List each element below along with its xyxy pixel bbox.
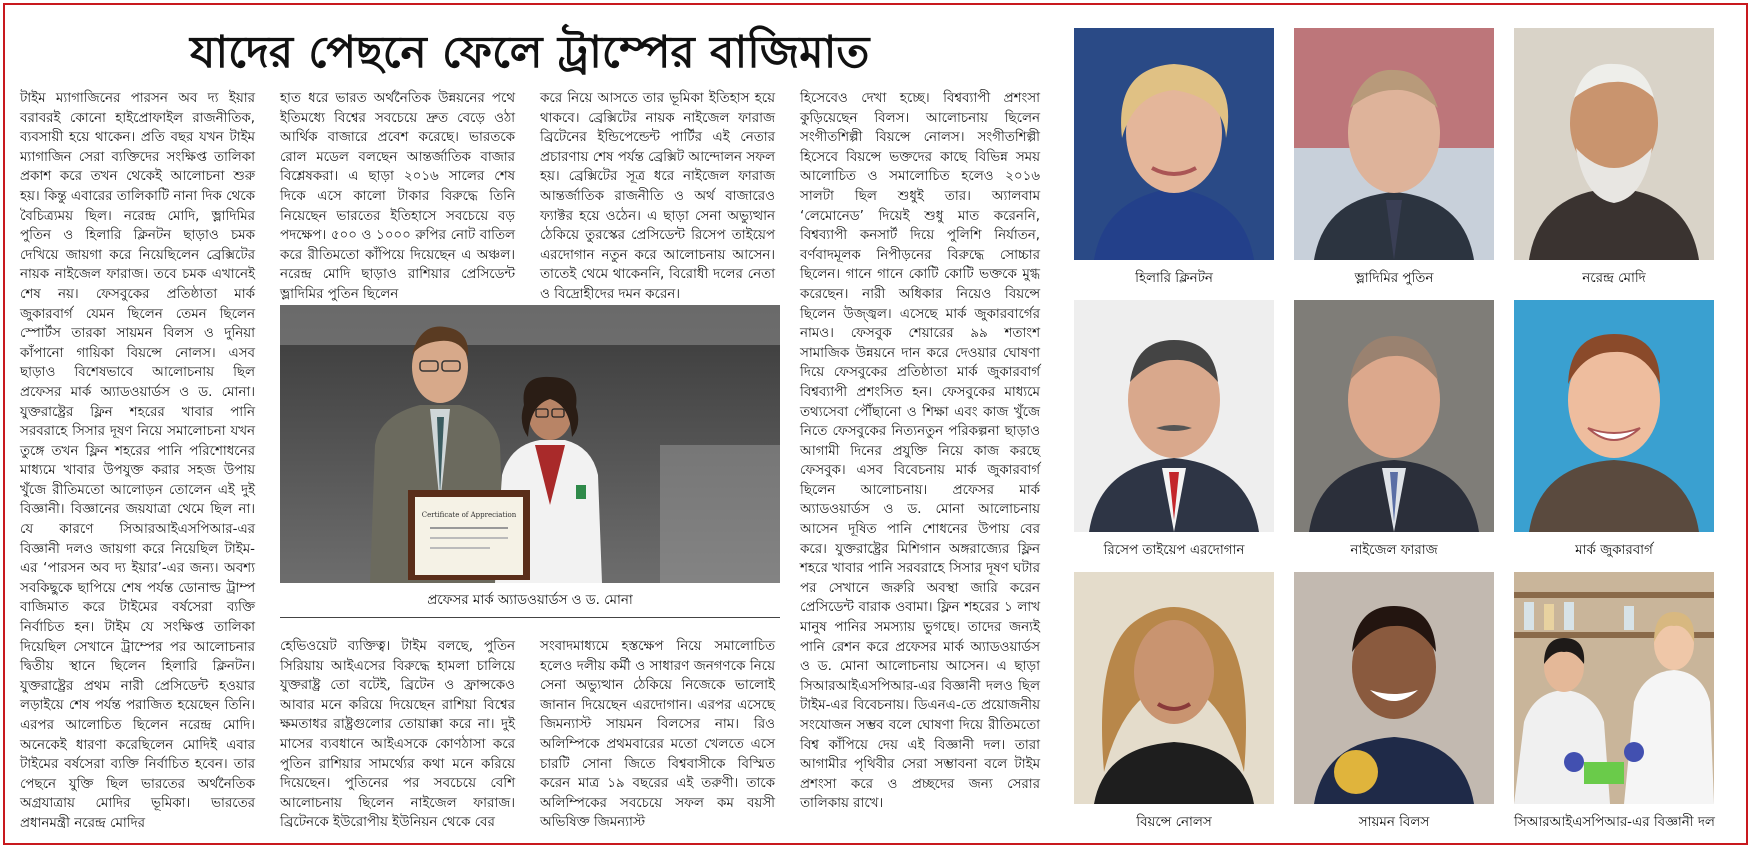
article-column-3-bottom: সংবাদমাধ্যমে হস্তক্ষেপ নিয়ে সমালোচিত হলেও দলীয় কর্মী ও সাধারণ জনগণকে নিয়ে সেনা অভ্যুত্থান ঠেকিয়ে নিজেকে ভালোই জানান দিয়েছেন এরদোগান। এরপর এসেছে জিমন্যাস্ট সায়মন বিলসের নাম। রিও অলিম্পিকে প্রথমবারের মতো খেলতে এসে চারটি সোনা জিতে বিশ্ববাসীকে বিস্মিত করেন মাত্র ১৯ বছরের এই তরুণী। তাকে অলিম্পিকের সবচেয়ে সফল কম বয়সী অভিষিক্ত জিমন্যাস্ট xyxy=(540,639,775,831)
portrait-vladimir-putin xyxy=(1294,28,1494,260)
main-photo xyxy=(280,305,780,583)
portrait-narendra-modi xyxy=(1514,28,1714,260)
article-column-1: টাইম ম্যাগাজিনের পারসন অব দ্য ইয়ার বরাবরই কোনো হাইপ্রোফাইল রাজনীতিক, ব্যবসায়ী হয়ে থাকেন। প্রতি বছর যখন টাইম ম্যাগাজিন সেরা ব্যক্তিদের সংক্ষিপ্ত তালিকা প্রকাশ করে তখন থেকেই আলোচনা শুরু হয়। কিন্তু এবারের তালিকাটি নানা দিক থেকে বৈচিত্র্যময় ছিল। নরেন্দ্র মোদি, ভ্লাদিমির পুতিন ও হিলারি ক্লিনটন ছাড়াও চমক দেখিয়ে জায়গা করে নিয়েছিলেন ব্রেক্সিটের নায়ক নাইজেল ফারাজ। তবে চমক এখানেই শেষ নয়। ফেসবুকের প্রতিষ্ঠাতা মার্ক জুকারবার্গ যেমন ছিলেন তেমন ছিলেন স্পোর্টস তারকা সায়মন বিলস ও দুনিয়া কাঁপানো গায়িকা বিয়ন্সে নোলস। এসব ছাড়াও বিশেষভাবে আলোচনায় ছিল প্রফেসর মার্ক অ্যাডওয়ার্ডস ও ড. মোনা। যুক্তরাষ্ট্রের ফ্লিন শহরের খাবার পানি সরবরাহে সিসার দূষণ নিয়ে সমালোচনা যখন তুঙ্গে তখন ফ্লিন শহরের পানি পরিশোধনের মাধ্যমে খাবার উপযুক্ত করার সহজ উপায় খুঁজে রীতিমতো আলোড়ন তোলেন এই দুই বিজ্ঞানী। বিজ্ঞানের জয়যাত্রা থেমে ছিল না। যে কারণে সিআরআইএসপিআর-এর বিজ্ঞানী দলও জায়গা করে নিয়েছিল টাইম-এর ‘পারসন অব দ্য ইয়ার’-এর জন্য। অবশ্য সবকিছুকে ছাপিয়ে শেষ পর্যন্ত ডোনাল্ড ট্রাম্প বাজিমাত করে টাইমের বর্ষসেরা ব্যক্তি নির্বাচিত হন। টাইম যে সংক্ষিপ্ত তালিকা দিয়েছিল সেখানে ট্রাম্পের পর আলোচনার দ্বিতীয় স্থানে ছিলেন হিলারি ক্লিনটন। যুক্তরাষ্ট্রের প্রথম নারী প্রেসিডেন্ট হওয়ার লড়াইয়ে শেষ পর্যন্ত পরাজিত হয়েছেন তিনি। এরপর আলোচিত ছিলেন নরেন্দ্র মোদি। অনেকেই ধারণা করেছিলেন মোদিই এবার টাইমের বর্ষসেরা ব্যক্তি নির্বাচিত হবেন। তার পেছনে যুক্তি ছিল ভারতের অর্থনৈতিক অগ্রযাত্রায় মোদির ভূমিকা। ভারতের প্রধানমন্ত্রী নরেন্দ্র মোদির xyxy=(20,91,255,831)
portrait-caption-farage: নাইজেল ফারাজ xyxy=(1350,543,1438,558)
article-column-2-bottom: হেভিওয়েট ব্যক্তিত্ব। টাইম বলছে, পুতিন সিরিয়ায় আইএসের বিরুদ্ধে হামলা চালিয়ে যুক্তরাষ্ট্র তো বটেই, ব্রিটেন ও ফ্রান্সকেও আবার মনে করিয়ে দিয়েছেন রাশিয়া বিশ্বের ক্ষমতাধর রাষ্ট্রগুলোর তোয়াক্কা করে না। দুই মাসের ব্যবধানে আইএসকে কোণঠাসা করে পুতিন রাশিয়ার সামর্থ্যের কথা মনে করিয়ে দিয়েছেন। পুতিনের পর সবচেয়ে বেশি আলোচনায় ছিলেন নাইজেল ফারাজ। ব্রিটেনকে ইউরোপীয় ইউনিয়ন থেকে বের xyxy=(280,639,515,831)
article-column-4: হিসেবেও দেখা হচ্ছে। বিশ্বব্যাপী প্রশংসা কুড়িয়েছেন বিলস। আলোচনায় ছিলেন সংগীতশিল্পী বিয়ন্সে নোলস। সংগীতশিল্পী হিসেবে বিয়ন্সে ভক্তদের কাছে বিভিন্ন সময় আলোচিত ও সমালোচিত হলেও ২০১৬ সালটা ছিল শুধুই তার। অ্যালবাম ‘লেমোনেড’ দিয়েই শুধু মাত করেননি, বিশ্বব্যাপী কনসার্ট দিয়ে পুলিশি নির্যাতন, বর্ণবাদমূলক নিপীড়নের বিরুদ্ধে সোচ্চার ছিলেন। গানে গানে কোটি কোটি ভক্তকে মুগ্ধ করেছেন। নারী অধিকার নিয়েও বিয়ন্সে ছিলেন উজ্জ্বল। এসেছে মার্ক জুকারবার্গের নামও। ফেসবুক শেয়ারের ৯৯ শতাংশ সামাজিক উন্নয়নে দান করে দেওয়ার ঘোষণা দিয়ে ফেসবুকের প্রতিষ্ঠাতা মার্ক জুকারবার্গ বিশ্বব্যাপী প্রশংসিত হন। ফেসবুকের মাধ্যমে তথ্যসেবা পৌঁছানো ও শিক্ষা এবং কাজ খুঁজে নিতে ফেসবুকের নিত্যনতুন পরিকল্পনা ছাড়াও আগামী দিনের প্রযুক্তি নিয়ে কাজ করছে ফেসবুক। এসব বিবেচনায় মার্ক জুকারবার্গ ছিলেন আলোচনায়। প্রফেসর মার্ক অ্যাডওয়ার্ডস ও ড. মোনা আলোচনায় আসেন দূষিত পানি শোধনের উপায় বের করে। যুক্তরাষ্ট্রের মিশিগান অঙ্গরাজ্যের ফ্লিন শহরে খাবার পানি সরবরাহে সিসার দূষণ ঘটার পর সেখানে জরুরি অবস্থা জারি করেন প্রেসিডেন্ট বারাক ওবামা। ফ্লিন শহরের ১ লাখ মানুষ পানির সমস্যায় ভুগছে। তাদের জন্যই পানি রেশন করে প্রফেসর মার্ক অ্যাডওয়ার্ডস ও ড. মোনা আলোচনায় আসেন। এ ছাড়া সিআরআইএসপিআর-এর বিজ্ঞানী দলও ছিল টাইম-এর বিবেচনায়। ডিএনএ-তে প্রয়োজনীয় সংযোজন সম্ভব বলে ঘোষণা দিয়ে রীতিমতো বিশ্ব কাঁপিয়ে দেয় এই বিজ্ঞানী দল। তারা আগামীর পৃথিবীর সেরা সম্ভাবনা বলে টাইম প্রশংসা করে ও প্রচ্ছদের জন্য সেরার তালিকায় রাখে। xyxy=(800,91,1040,812)
portrait-caption-modi: নরেন্দ্র মোদি xyxy=(1582,271,1646,286)
portrait-caption-hillary: হিলারি ক্লিনটন xyxy=(1135,271,1213,286)
portrait-caption-beyonce: বিয়ন্সে নোলস xyxy=(1136,815,1212,830)
portrait-mark-zuckerberg xyxy=(1514,300,1714,532)
certificate xyxy=(408,490,530,580)
portrait-caption-crispr: সিআরআইএসপিআর-এর বিজ্ঞানী দল xyxy=(1514,815,1715,830)
article-column-2: হাত ধরে ভারত অর্থনৈতিক উন্নয়নের পথে ইতিমধ্যে বিশ্বের সবচেয়ে দ্রুত বেড়ে ওঠা আর্থিক বাজারে প্রবেশ করেছে। ভারতকে রোল মডেল বলছেন আন্তর্জাতিক বাজার বিশ্লেষকরা। এ ছাড়া ২০১৬ সালের শেষ দিকে এসে কালো টাকার বিরুদ্ধে তিনি নিয়েছেন ভারতের ইতিহাসে সবচেয়ে বড় পদক্ষেপ। ৫০০ ও ১০০০ রুপির নোট বাতিল করে রীতিমতো কাঁপিয়ে দিয়েছেন এ অঞ্চল। নরেন্দ্র মোদি ছাড়াও রাশিয়ার প্রেসিডেন্ট ভ্লাদিমির পুতিন ছিলেন xyxy=(280,91,515,302)
portrait-caption-erdogan: রিসেপ তাইয়েপ এরদোগান xyxy=(1103,543,1245,558)
section-rule xyxy=(280,617,780,618)
portrait-beyonce-knowles xyxy=(1074,572,1274,804)
certificate-title: Certificate of Appreciation xyxy=(421,511,517,519)
portrait-recep-tayyip-erdogan xyxy=(1074,300,1274,532)
portrait-caption-biles: সায়মন বিলস xyxy=(1358,815,1430,830)
portrait-hillary-clinton xyxy=(1074,28,1274,260)
portrait-crispr-scientists xyxy=(1514,572,1714,804)
portrait-caption-zuckerberg: মার্ক জুকারবার্গ xyxy=(1575,543,1653,558)
photo-caption: প্রফেসর মার্ক অ্যাডওয়ার্ডস ও ড. মোনা xyxy=(427,593,633,608)
portrait-simone-biles xyxy=(1294,572,1494,804)
portrait-nigel-farage xyxy=(1294,300,1494,532)
portrait-caption-putin: ভ্লাদিমির পুতিন xyxy=(1354,271,1434,286)
headline: যাদের পেছনে ফেলে ট্রাম্পের বাজিমাত xyxy=(190,27,870,78)
article-column-3: করে নিয়ে আসতে তার ভূমিকা ইতিহাস হয়ে থাকবে। ব্রেক্সিটের নায়ক নাইজেল ফারাজ ব্রিটেনের ইন্ডিপেন্ডেন্ট পার্টির এই নেতার প্রচারণায় শেষ পর্যন্ত ব্রেক্সিট আন্দোলন সফল হয়। ব্রেক্সিটের সূত্র ধরে নাইজেল ফারাজ আন্তর্জাতিক রাজনীতি ও অর্থ বাজারেও ফ্যাক্টর হয়ে ওঠেন। এ ছাড়া সেনা অভ্যুত্থান ঠেকিয়ে তুরস্কের প্রেসিডেন্ট রিসেপ তাইয়েপ এরদোগান নতুন করে আলোচনায় আসেন। তাতেই থেমে থাকেননি, বিরোধী দলের নেতা ও বিদ্রোহীদের দমন করেন। xyxy=(540,91,775,302)
